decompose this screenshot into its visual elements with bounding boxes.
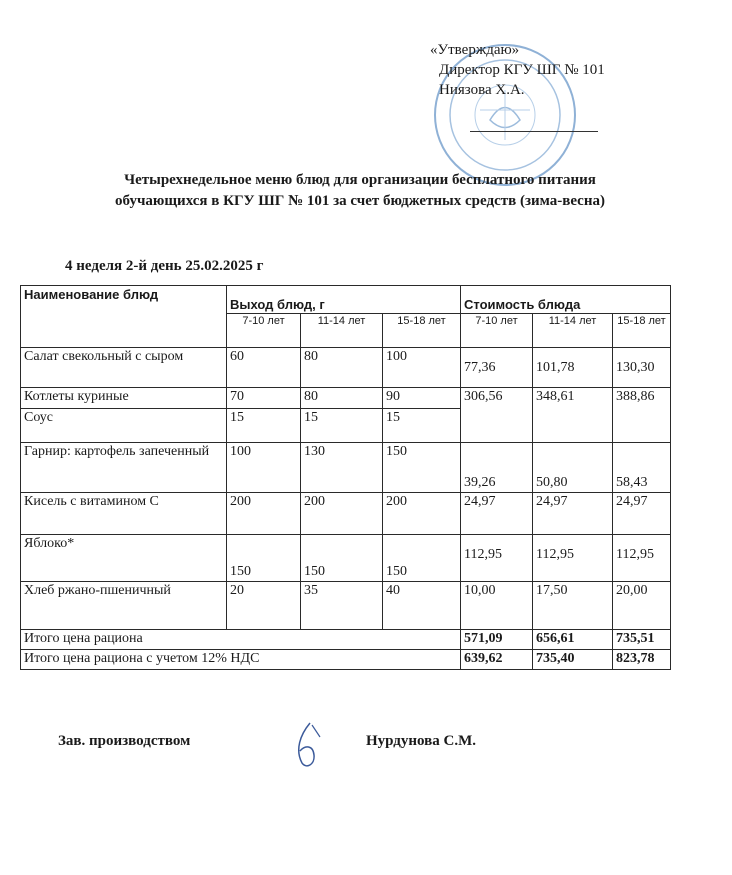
total-cost: 735,51 xyxy=(613,630,671,650)
cost-value: 77,36 xyxy=(461,348,533,388)
header-age: 11-14 лет xyxy=(301,314,383,348)
dish-name: Кисель с витамином С xyxy=(21,493,227,535)
output-value: 200 xyxy=(301,493,383,535)
table-header-row xyxy=(21,286,671,314)
dish-name: Соус xyxy=(21,409,227,443)
output-value: 35 xyxy=(301,582,383,630)
output-value: 15 xyxy=(301,409,383,443)
table-row xyxy=(21,388,671,409)
output-value: 150 xyxy=(383,443,461,493)
cost-value: 112,95 xyxy=(461,535,533,582)
header-age: 15-18 лет xyxy=(383,314,461,348)
cost-value: 39,26 xyxy=(461,443,533,493)
header-age: 7-10 лет xyxy=(227,314,301,348)
cost-value: 58,43 xyxy=(613,443,671,493)
dish-name: Котлеты куриные xyxy=(21,388,227,409)
output-value: 80 xyxy=(301,388,383,409)
cost-value: 17,50 xyxy=(533,582,613,630)
table-row xyxy=(21,443,671,493)
header-cost-age: 11-14 лет xyxy=(533,314,613,348)
output-value: 150 xyxy=(383,535,461,582)
output-value: 130 xyxy=(301,443,383,493)
cost-value: 112,95 xyxy=(533,535,613,582)
cost-value: 20,00 xyxy=(613,582,671,630)
total-vat-cost: 639,62 xyxy=(461,650,533,670)
header-cost-age: 15-18 лет xyxy=(613,314,671,348)
output-value: 60 xyxy=(227,348,301,388)
table-row xyxy=(21,535,671,582)
cost-value: 348,61 xyxy=(533,388,613,443)
handwritten-signature xyxy=(280,715,340,775)
output-value: 150 xyxy=(301,535,383,582)
cost-value: 24,97 xyxy=(613,493,671,535)
output-value: 15 xyxy=(227,409,301,443)
cost-value: 112,95 xyxy=(613,535,671,582)
total-vat-cost: 735,40 xyxy=(533,650,613,670)
approval-heading: «Утверждаю» xyxy=(430,42,520,58)
total-label: Итого цена рациона xyxy=(21,630,461,650)
menu-date-subtitle: 4 неделя 2-й день 25.02.2025 г xyxy=(65,258,264,274)
cost-value: 24,97 xyxy=(461,493,533,535)
output-value: 15 xyxy=(383,409,461,443)
total-vat-label: Итого цена рациона с учетом 12% НДС xyxy=(21,650,461,670)
cost-value: 24,97 xyxy=(533,493,613,535)
header-cost: Стоимость блюда xyxy=(461,286,671,314)
approval-position: Директор КГУ ШГ № 101 xyxy=(439,62,605,78)
cost-value: 306,56 xyxy=(461,388,533,443)
table-row xyxy=(21,348,671,388)
dish-name: Гарнир: картофель запеченный xyxy=(21,443,227,493)
cost-value: 10,00 xyxy=(461,582,533,630)
output-value: 90 xyxy=(383,388,461,409)
total-vat-cost: 823,78 xyxy=(613,650,671,670)
total-row xyxy=(21,630,671,650)
output-value: 150 xyxy=(227,535,301,582)
header-dish: Наименование блюд xyxy=(21,286,227,348)
production-manager-label: Зав. производством xyxy=(58,733,191,749)
total-vat-row xyxy=(21,650,671,670)
table-row xyxy=(21,493,671,535)
output-value: 80 xyxy=(301,348,383,388)
output-value: 40 xyxy=(383,582,461,630)
output-value: 200 xyxy=(227,493,301,535)
cost-value: 130,30 xyxy=(613,348,671,388)
table-row xyxy=(21,582,671,630)
output-value: 100 xyxy=(383,348,461,388)
dish-name: Салат свекольный с сыром xyxy=(21,348,227,388)
dish-name: Яблоко* xyxy=(21,535,227,582)
title-line-1: Четырехнедельное меню блюд для организации бесплатного питания xyxy=(124,172,596,188)
cost-value: 50,80 xyxy=(533,443,613,493)
approval-signature-line xyxy=(470,131,598,132)
menu-table xyxy=(20,285,671,670)
total-cost: 656,61 xyxy=(533,630,613,650)
header-cost-age: 7-10 лет xyxy=(461,314,533,348)
document-title xyxy=(60,170,660,212)
production-manager-name: Нурдунова С.М. xyxy=(366,733,477,749)
output-value: 70 xyxy=(227,388,301,409)
output-value: 20 xyxy=(227,582,301,630)
output-value: 100 xyxy=(227,443,301,493)
title-line-2: обучающихся в КГУ ШГ № 101 за счет бюджетных средств (зима-весна) xyxy=(115,193,605,209)
approval-name: Ниязова Х.А. xyxy=(439,82,525,98)
output-value: 200 xyxy=(383,493,461,535)
header-output: Выход блюд, г xyxy=(227,286,461,314)
total-cost: 571,09 xyxy=(461,630,533,650)
approval-block xyxy=(425,40,665,100)
cost-value: 388,86 xyxy=(613,388,671,443)
cost-value: 101,78 xyxy=(533,348,613,388)
dish-name: Хлеб ржано-пшеничный xyxy=(21,582,227,630)
